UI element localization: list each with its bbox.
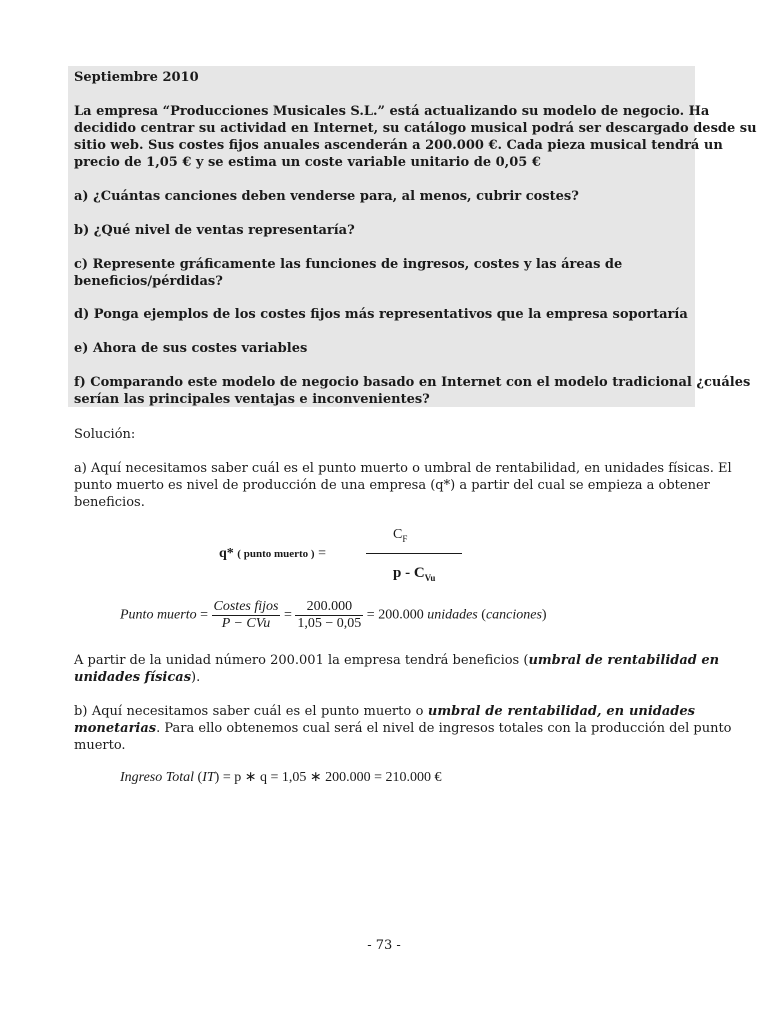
formula-paren: ( punto muerto ): [237, 548, 315, 560]
formula-q: q*: [219, 546, 234, 561]
question-f: f) Comparando este modelo de negocio basado en Internet con el modelo tradicional ¿cuáles: [74, 375, 751, 390]
eq2-rhs: = p ∗ q = 1,05 ∗ 200.000 = 210.000 €: [222, 770, 442, 785]
question-b: b) ¿Qué nivel de ventas representaría?: [74, 223, 355, 238]
question-c: c) Represente gráficamente las funciones de ingresos, costes y las áreas de: [74, 257, 623, 272]
statement-line: decidido centrar su actividad en Internet, su catálogo musical podrá ser descargado desde su: [74, 121, 757, 136]
question-a: a) ¿Cuántas canciones deben venderse para, al menos, cubrir costes?: [74, 189, 579, 204]
solution-a-line: punto muerto es nivel de producción de una empresa (q*) a partir del cual se empieza a obtener: [74, 478, 710, 493]
formula-numerator: $C_F$: [393, 527, 408, 544]
question-f: serían las principales ventajas e inconvenientes?: [74, 392, 430, 407]
formula-equals: =: [318, 546, 327, 561]
eq1-fraction-values: $\frac{200.000}{1,05 - 0,05}$: [297, 599, 362, 631]
statement-line: La empresa “Producciones Musicales S.L.” está actualizando su modelo de negocio. Ha: [74, 104, 710, 119]
equation-punto-muerto: Punto muerto = $\frac{\text{Costes fijos}}{\text{P − CVu}}$ = $\frac{200.000}{1,05 - 0,05}$ = 200.000 unidades (canciones): [120, 599, 547, 631]
eq2-label: Ingreso Total: [120, 770, 195, 785]
statement-line: sitio web. Sus costes fijos anuales ascenderán a 200.000 €. Cada pieza musical tendrá un: [74, 138, 723, 153]
eq2-abbr: IT: [202, 770, 215, 785]
solution-a-line: a) Aquí necesitamos saber cuál es el punto muerto o umbral de rentabilidad, en unidades físicas. El: [74, 461, 732, 476]
solution-b-line: monetarias. Para ello obtenemos cual será el nivel de ingresos totales con la producción del punto: [74, 721, 732, 736]
formula-lhs: [219, 546, 326, 562]
question-c: beneficios/pérdidas?: [74, 274, 223, 289]
formula-fraction-bar: [366, 553, 462, 554]
problem-date: Septiembre 2010: [74, 70, 199, 85]
eq1-result: 200.000: [378, 607, 424, 623]
eq1-fraction-costs: $\frac{\text{Costes fijos}}{\text{P − CVu}}$: [213, 599, 279, 631]
question-d: d) Ponga ejemplos de los costes fijos más representativos que la empresa soportaría: [74, 307, 688, 322]
statement-line: precio de 1,05 € y se estima un coste variable unitario de 0,05 €: [74, 155, 541, 170]
question-e: e) Ahora de sus costes variables: [74, 341, 308, 356]
profit-line: A partir de la unidad número 200.001 la empresa tendrá beneficios (umbral de rentabilidad en: [74, 653, 720, 668]
formula-denominator: p - $C_{Vu}$: [393, 565, 436, 583]
eq1-label: Punto muerto: [120, 607, 197, 623]
profit-line: unidades físicas).: [74, 670, 201, 685]
eq1-paren: canciones: [485, 607, 542, 623]
eq1-unit: unidades: [427, 607, 478, 623]
solution-a-line: beneficios.: [74, 495, 145, 510]
page-number: - 73 -: [367, 938, 401, 953]
solution-b-line: muerto.: [74, 738, 126, 753]
equation-ingreso-total: Ingreso Total (IT) = p ∗ q = 1,05 ∗ 200.000 = 210.000 €: [120, 770, 442, 785]
solution-heading: Solución:: [74, 427, 136, 442]
solution-b-line: b) Aquí necesitamos saber cuál es el punto muerto o umbral de rentabilidad, en unidades: [74, 704, 695, 719]
